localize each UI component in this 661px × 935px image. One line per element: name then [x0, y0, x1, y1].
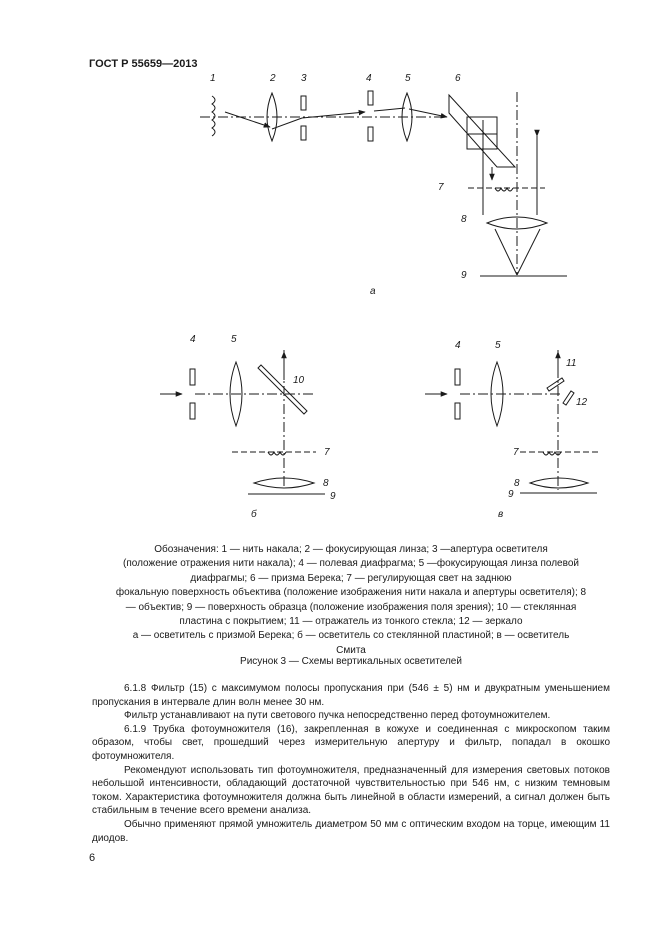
legend-line: фокальную поверхность объектива (положение изображения нити накала и апертуры осветителя); 8 — [115, 587, 587, 599]
label-7: 7 — [438, 182, 444, 193]
label-c-7: 7 — [513, 447, 519, 458]
label-c-5: 5 — [495, 340, 501, 351]
paragraph: Фильтр устанавливают на пути светового пучка непосредственно перед фотоумножителем. — [124, 710, 551, 722]
legend-line: (положение отражения нити накала); 4 — полевая диафрагма; 5 —фокусирующая линза полевой — [123, 558, 579, 570]
label-b-5: 5 — [231, 334, 237, 345]
glass-plate-10 — [258, 365, 307, 414]
label-6: 6 — [455, 73, 461, 84]
label-4: 4 — [366, 73, 372, 84]
caption-b: б — [251, 509, 257, 520]
diagram-b — [160, 350, 325, 494]
label-c-8: 8 — [514, 478, 520, 489]
figure-caption: Рисунок 3 — Схемы вертикальных осветителей — [240, 656, 462, 667]
label-2: 2 — [270, 73, 276, 84]
paragraph: 6.1.9 Трубка фотоумножителя (16), закрепленная в кожухе и соединенная с микроскопом таким образом, чтобы свет, прошедший через измерительную апертуру и фильтр, попадал в окошко фотоумножителя. — [92, 723, 610, 762]
label-b-4: 4 — [190, 334, 196, 345]
paragraph: Обычно применяют прямой умножитель диаметром 50 мм с оптическим входом на торце, имеющим 11 диодов. — [92, 818, 610, 844]
mirror-12 — [563, 391, 574, 405]
label-b-9: 9 — [330, 491, 336, 502]
caption-a: а — [370, 286, 376, 297]
legend-line: — объектив; 9 — поверхность образца (положение изображения поля зрения); 10 — стеклянная — [125, 601, 577, 613]
page-number: 6 — [89, 852, 96, 864]
label-c-9: 9 — [508, 489, 514, 500]
body-text — [92, 682, 610, 845]
label-c-12: 12 — [576, 397, 588, 408]
label-1: 1 — [210, 73, 216, 84]
diagram-a-labels — [210, 73, 467, 297]
berek-prism — [449, 95, 515, 167]
label-9: 9 — [461, 270, 467, 281]
legend-line: Обозначения: 1 — нить накала; 2 — фокусирующая линза; 3 —апертура осветителя — [154, 544, 548, 555]
document-header: ГОСТ Р 55659—2013 — [89, 58, 198, 70]
diagram-c — [425, 350, 600, 493]
legend-line: пластина с покрытием; 11 — отражатель из тонкого стекла; 12 — зеркало — [179, 616, 523, 628]
paragraph: Рекомендуют использовать тип фотоумножителя, предназначенный для измерения световых потоков небольшой интенсивности, обладающий достаточной чувствительностью при 546 нм, с низким темновым током. Характеристика фотоумножителя должна быть линейной в области измерений, а сигнал должен быть стабильным в течение всего времени анализа. — [92, 764, 610, 817]
legend-line: а — осветитель с призмой Берека; б — осветитель со стеклянной пластиной; в — осветитель — [132, 630, 570, 642]
legend-line: диафрагмы; 6 — призма Берека; 7 — регулирующая свет на заднюю — [190, 572, 512, 584]
diagram-a — [200, 91, 567, 276]
label-3: 3 — [301, 73, 307, 84]
label-b-7: 7 — [324, 447, 330, 458]
paragraph: 6.1.8 Фильтр (15) с максимумом полосы пропускания при (546 ± 5) нм и двукратным уменьшением пропускания в интервале длин волн менее 30 нм. — [92, 683, 610, 708]
caption-c: в — [498, 509, 504, 520]
label-c-11: 11 — [566, 358, 577, 369]
label-8: 8 — [461, 214, 467, 225]
reflector-11 — [547, 378, 564, 391]
label-b-10: 10 — [293, 375, 305, 386]
label-5: 5 — [405, 73, 411, 84]
diagram-b-labels — [190, 334, 336, 520]
objective-c — [530, 478, 588, 488]
filament-coil — [212, 96, 215, 136]
label-b-8: 8 — [323, 478, 329, 489]
legend-line: Смита — [336, 644, 366, 656]
figure-legend — [92, 543, 610, 658]
label-c-4: 4 — [455, 340, 461, 351]
